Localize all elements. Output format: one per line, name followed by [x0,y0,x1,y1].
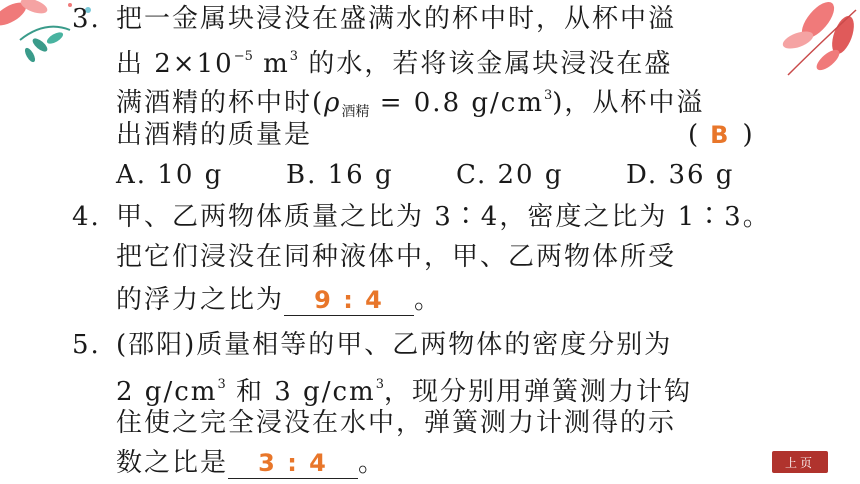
q3-answer: B [710,121,731,149]
option-a: A. 10 g [116,160,224,190]
q5-line-4: 数之比是 3 : 4 。 [116,448,387,478]
decorative-leaves-top-right [768,0,860,82]
q4-line-1: 4. 甲、乙两物体质量之比为 3∶4，密度之比为 1∶3。 [72,202,771,232]
q4-number: 4. [72,202,101,232]
q4-line-2: 把它们浸没在同种液体中，甲、乙两物体所受 [116,242,677,272]
q3-line-4: 出酒精的质量是 [116,120,313,150]
q5-answer-blank [228,448,358,479]
q5-line-3: 住使之完全浸没在水中，弹簧测力计测得的示 [116,408,677,438]
q3-answer-bracket: ( B ) [688,120,755,150]
q3-line-2: 出 $2\times 10^{-5}$ $m^3$ 的水，若将该金属块浸没在盛 [116,49,673,79]
q5-answer: 3 : 4 [258,449,328,477]
q3-number: 3. [72,4,101,34]
q4-answer-blank [284,285,414,316]
option-b: B. 16 g [286,160,394,190]
q4-answer: 9 : 4 [314,286,384,314]
q5-number: 5. [72,330,101,360]
q5-line-2: 2 $g/cm^3$ 和 3 $g/cm^3$，现分别用弹簧测力计钩 [116,377,692,407]
q3-options [116,158,734,192]
q4-line-3: 的浮力之比为 9 : 4 。 [116,285,443,315]
q3-line-3: 满酒精的杯中时($\rho_{酒精} = 0.8$ $g/cm^3$)，从杯中溢 [116,88,705,120]
option-c: C. 20 g [456,160,564,190]
q5-line-1: 5. (邵阳)质量相等的甲、乙两物体的密度分别为 [72,330,673,360]
option-d: D. 36 g [626,160,735,190]
q3-line-1: 3. 把一金属块浸没在盛满水的杯中时，从杯中溢 [72,4,677,34]
prev-page-button[interactable]: 上页 [772,451,828,473]
